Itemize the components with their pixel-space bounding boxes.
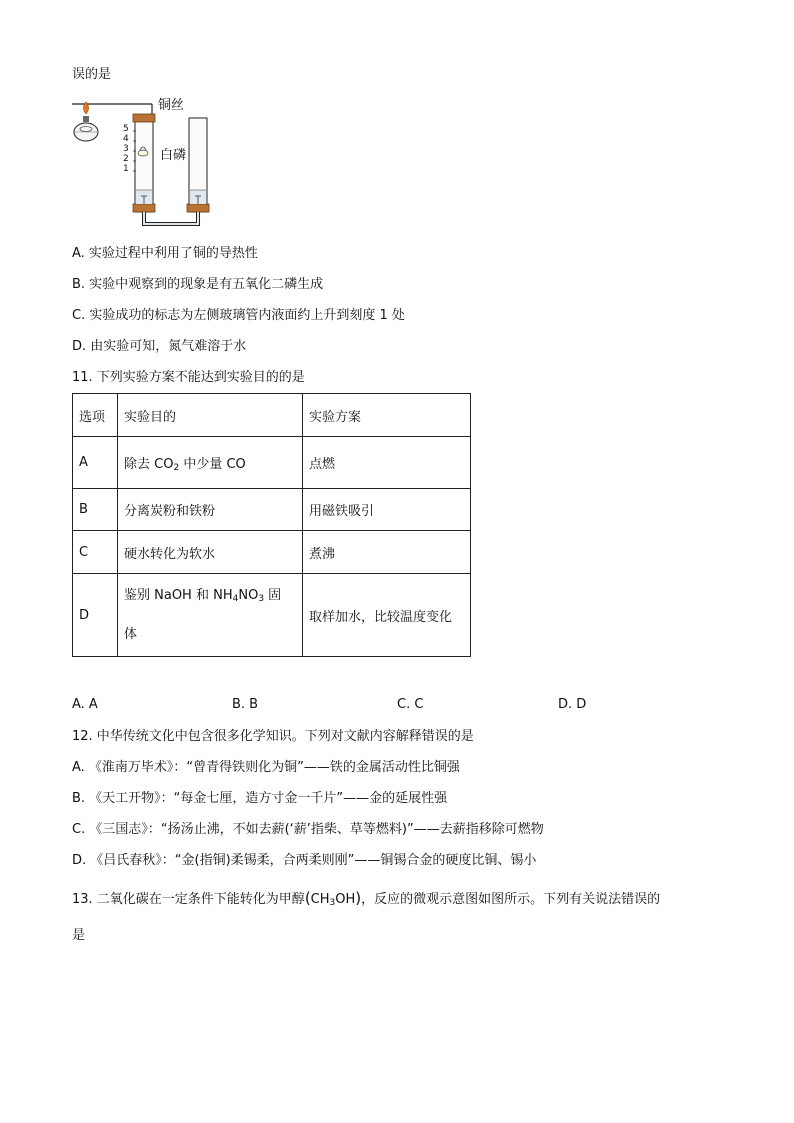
connecting-tube [144,212,198,224]
q10-stem-tail: 误的是 [72,67,112,82]
header-goal: 实验目的 [118,394,303,437]
q13-stem: 13. 二氧化碳在一定条件下能转化为甲醇$(CH_3OH)$，反应的微观示意图如图所示。下列有关说法错误的 [72,889,661,908]
q10-option-a: A. 实验过程中利用了铜的导热性 [72,246,258,261]
q12-option-a: A. 《淮南万毕术》：“曾青得铁则化为铜”——铁的金属活动性比铜强 [72,760,460,775]
white-phosphorus [138,150,148,156]
q12-stem: 12. 中华传统文化中包含很多化学知识。下列对文献内容解释错误的是 [72,729,474,744]
apparatus-diagram [70,98,230,238]
right-glass-tube [187,118,209,212]
copper-wire-label: 铜丝 [158,98,185,113]
methanol-formula: CH [310,892,330,907]
q11-table [72,393,471,657]
header-plan: 实验方案 [303,394,471,437]
alcohol-lamp-icon [74,102,98,141]
left-glass-tube [133,114,155,212]
apparatus-figure [70,98,230,238]
table-row: A 除去 $CO_2$ 中少量 CO 点燃 [73,437,471,489]
q11-answer-b: B. B [232,697,259,712]
q11-answer-a: A. A [72,697,98,712]
header-option: 选项 [73,394,118,437]
q10-option-b: B. 实验中观察到的现象是有五氧化二磷生成 [72,277,324,292]
table-row: C 硬水转化为软水 煮沸 [73,531,471,574]
table-row: D 鉴别 NaOH 和 $NH_4NO_3$ 固 体 取样加水，比较温度变化 [73,574,471,657]
q11-answer-d: D. D [558,697,587,712]
q10-option-c: C. 实验成功的标志为左侧玻璃管内液面约上升到刻度 1 处 [72,308,405,323]
q10-option-d: D. 由实验可知，氮气难溶于水 [72,339,247,354]
q13-stem-line2: 是 [72,928,86,943]
q12-option-b: B. 《天工开物》：“每金七厘，造方寸金一千片”——金的延展性强 [72,791,448,806]
white-phosphorus-label: 白磷 [160,148,187,163]
q12-option-c: C. 《三国志》：“扬汤止沸，不如去薪(‘薪’指柴、草等燃料)”——去薪指移除可燃物 [72,822,544,837]
q12-option-d: D. 《吕氏春秋》：“金(指铜)柔锡柔，合两柔则刚”——铜锡合金的硬度比铜、锡小 [72,853,537,868]
q11-stem: 11. 下列实验方案不能达到实验目的的是 [72,370,305,385]
table-row: B 分离炭粉和铁粉 用磁铁吸引 [73,489,471,531]
left-stopper [133,114,155,122]
q11-answer-c: C. C [397,697,424,712]
scale-numbers: 5 4 3 2 1 [123,124,129,174]
table-header-row [73,394,471,437]
